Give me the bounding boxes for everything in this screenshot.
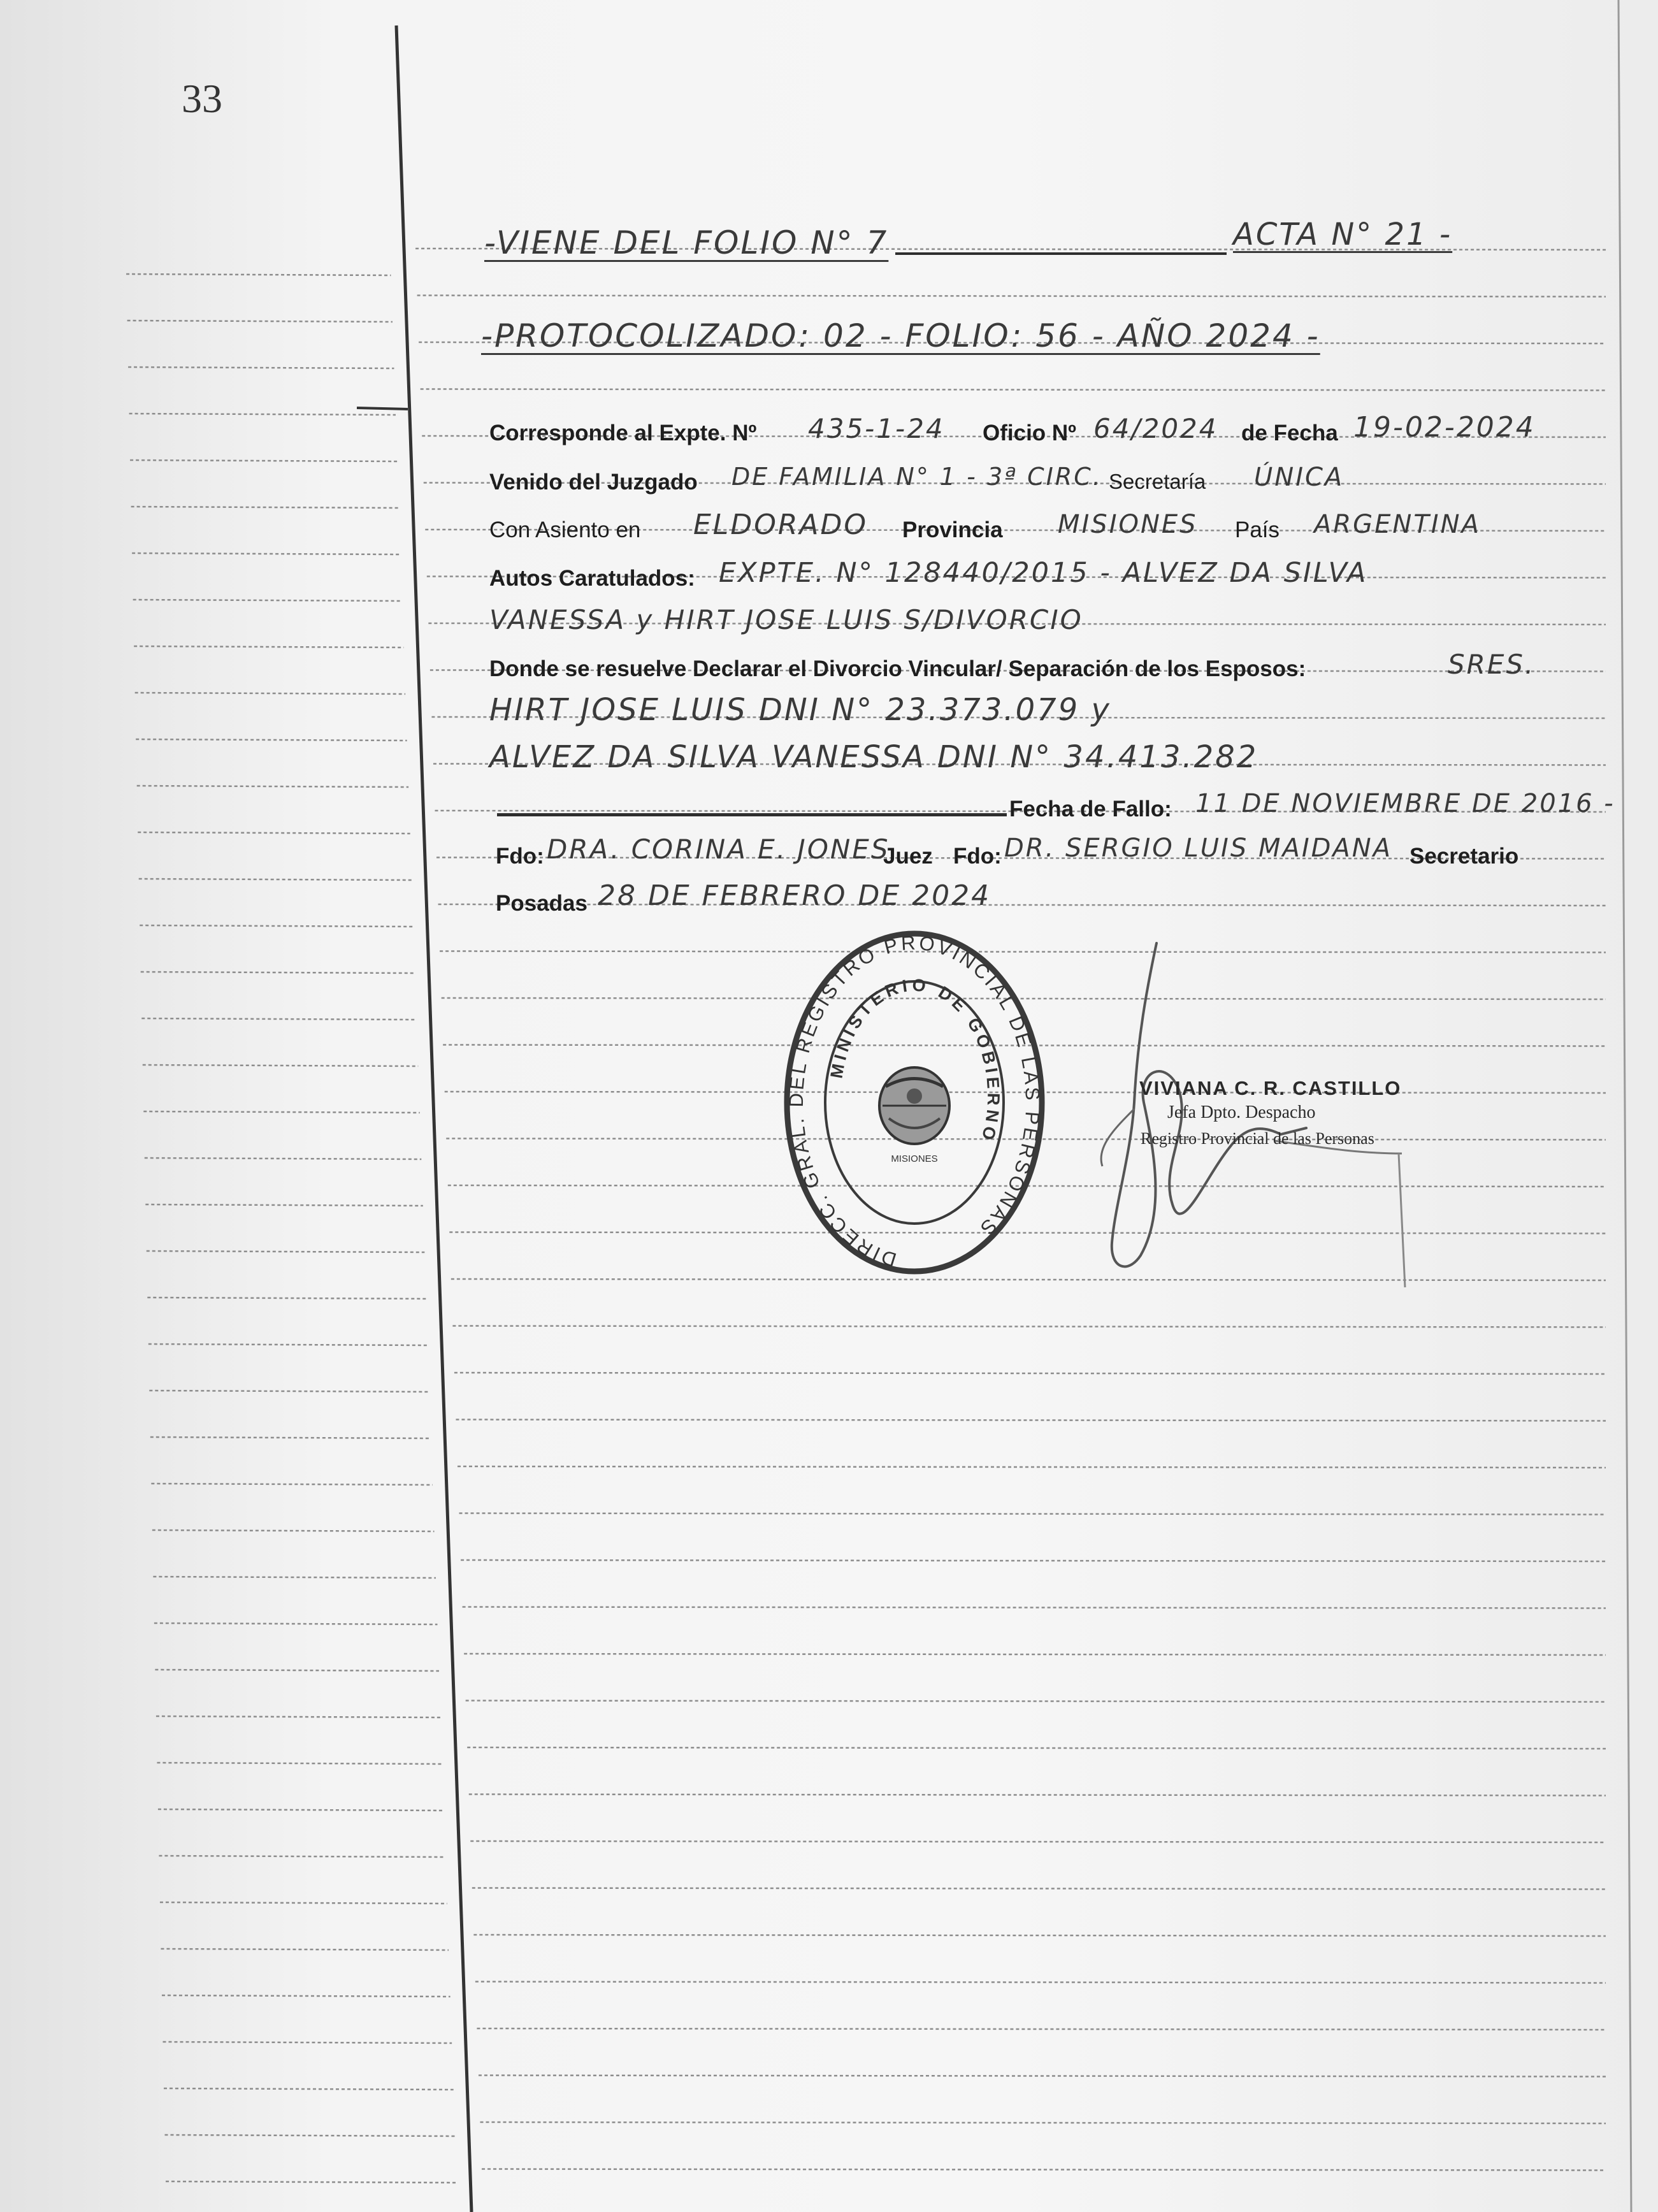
margin-ruled-line xyxy=(138,832,410,834)
margin-ruled-line xyxy=(151,1484,433,1485)
signer-office: Registro Provincial de las Personas xyxy=(1141,1129,1374,1148)
margin-ruled-line xyxy=(143,1111,420,1113)
fallo-value: 11 DE NOVIEMBRE DE 2016 - xyxy=(1195,789,1615,818)
secretaria-value: ÚNICA xyxy=(1254,463,1344,492)
viene-del-folio: -VIENE DEL FOLIO N° 7 xyxy=(484,224,889,261)
main-ruled-line xyxy=(463,1607,1606,1608)
divorcio-label: Donde se resuelve Declarar el Divorcio Vincular/ Separación de los Esposos: xyxy=(489,656,1306,681)
margin-ruled-line xyxy=(127,321,393,322)
divorcio-value-2: ALVEZ DA SILVA VANESSA DNI N° 34.413.282 xyxy=(489,739,1258,775)
provincial-emblem-icon xyxy=(879,1067,949,1144)
main-ruled-line xyxy=(477,2028,1606,2030)
protocolizado-line: -PROTOCOLIZADO: 02 - FOLIO: 56 - AÑO 2024 - xyxy=(481,317,1320,354)
autos-value-2: VANESSA y HIRT JOSE LUIS S/DIVORCIO xyxy=(489,604,1083,635)
expte-label: Corresponde al Expte. Nº xyxy=(489,421,757,445)
secretario-value: DR. SERGIO LUIS MAIDANA xyxy=(1004,834,1393,863)
margin-ruled-line xyxy=(155,1670,439,1671)
juez-label: Juez xyxy=(883,844,933,869)
margin-ruled-line xyxy=(149,1391,429,1392)
margin-ruled-line xyxy=(154,1623,438,1624)
margin-ruled-line xyxy=(153,1577,436,1578)
margin-ruled-line xyxy=(128,367,394,368)
main-ruled-line xyxy=(467,1747,1606,1749)
seal-inner-text: MINISTERIO DE GOBIERNO xyxy=(826,975,1004,1146)
signer-title: Jefa Dpto. Despacho xyxy=(1167,1102,1316,1122)
secretaria-label: Secretaría xyxy=(1109,470,1206,493)
main-ruled-line xyxy=(470,1841,1606,1842)
margin-ruled-line xyxy=(131,507,399,508)
margin-ruled-line xyxy=(141,972,415,973)
oficio-label: Oficio Nº xyxy=(983,421,1076,445)
juzgado-label: Venido del Juzgado xyxy=(489,470,698,495)
juzgado-value: DE FAMILIA N° 1 - 3ª CIRC. xyxy=(732,463,1102,491)
oficio-value: 64/2024 xyxy=(1093,413,1218,444)
margin-ruled-line xyxy=(162,2042,452,2043)
main-ruled-line xyxy=(479,2076,1606,2077)
seal-outer-text: DIRECC. GRAL. DEL REGISTRO PROVINCIAL DE LAS PERSONAS xyxy=(784,931,1044,1271)
provincia-value: MISIONES xyxy=(1058,510,1198,539)
main-ruled-line xyxy=(452,1326,1606,1327)
margin-ruled-line xyxy=(162,1995,451,1997)
margin-ruled-line xyxy=(147,1251,425,1252)
divorcio-value-0: SRES. xyxy=(1448,649,1536,680)
margin-ruled-line xyxy=(159,1856,445,1857)
secretario-label: Secretario xyxy=(1409,844,1519,869)
fecha-value: 19-02-2024 xyxy=(1353,411,1536,444)
fallo-rule xyxy=(497,813,1007,816)
main-ruled-line xyxy=(464,1654,1606,1655)
fecha-label: de Fecha xyxy=(1241,421,1338,445)
margin-ruled-line xyxy=(137,786,408,787)
heading-rule xyxy=(895,252,1227,255)
main-ruled-line xyxy=(417,296,1606,297)
margin-ruled-line xyxy=(130,460,397,461)
main-ruled-line xyxy=(482,2169,1606,2171)
margin-ruled-line xyxy=(164,2088,454,2090)
official-seal xyxy=(781,927,1048,1278)
main-ruled-line xyxy=(473,1935,1606,1936)
main-ruled-line xyxy=(475,1982,1606,1983)
margin-ruled-line xyxy=(150,1437,431,1438)
margin-ruled-line xyxy=(126,274,391,275)
main-ruled-line xyxy=(466,1701,1606,1702)
main-ruled-line xyxy=(458,1466,1606,1468)
margin-ruled-line xyxy=(152,1530,435,1531)
seal-emblem-caption: MISIONES xyxy=(891,1153,938,1164)
margin-ruled-line xyxy=(134,646,403,647)
acta-number: ACTA N° 21 - xyxy=(1233,217,1453,252)
margin-ruled-line xyxy=(129,414,396,415)
pais-value: ARGENTINA xyxy=(1314,510,1481,539)
margin-ruled-line xyxy=(132,553,400,554)
main-ruled-line xyxy=(454,1373,1606,1374)
main-ruled-line xyxy=(451,1279,1606,1280)
asiento-value: ELDORADO xyxy=(693,509,869,541)
main-ruled-line xyxy=(472,1888,1606,1890)
main-ruled-line xyxy=(480,2122,1606,2123)
fdo-sec-label: Fdo: xyxy=(953,844,1002,869)
expte-value: 435-1-24 xyxy=(808,413,945,444)
main-ruled-line xyxy=(461,1560,1606,1561)
margin-ruled-line xyxy=(143,1065,419,1066)
margin-ruled-line xyxy=(166,2181,457,2183)
margin-ruled-line xyxy=(139,879,412,880)
margin-ruled-line xyxy=(158,1809,444,1811)
margin-ruled-line xyxy=(156,1716,441,1717)
fdo-juez-label: Fdo: xyxy=(496,844,544,869)
margin-ruled-line xyxy=(135,693,405,694)
margin-ruled-line xyxy=(145,1204,423,1206)
posadas-label: Posadas xyxy=(496,891,588,916)
margin-ruled-line xyxy=(133,600,402,601)
margin-ruled-line xyxy=(147,1298,426,1299)
pais-label: País xyxy=(1235,517,1280,542)
main-ruled-line xyxy=(456,1420,1606,1421)
provincia-label: Provincia xyxy=(902,517,1003,542)
fallo-label: Fecha de Fallo: xyxy=(1009,797,1172,821)
main-ruled-line xyxy=(421,389,1606,391)
margin-ruled-line xyxy=(157,1763,442,1764)
main-ruled-line xyxy=(459,1514,1606,1515)
margin-ruled-line xyxy=(145,1158,422,1159)
margin-ruled-line xyxy=(148,1344,428,1345)
margin-ruled-line xyxy=(165,2135,456,2136)
margin-ruled-line xyxy=(141,1018,417,1020)
main-ruled-line xyxy=(469,1795,1606,1796)
autos-label: Autos Caratulados: xyxy=(489,566,695,591)
margin-ruled-line xyxy=(160,1902,447,1904)
margin-ruled-line xyxy=(140,925,413,927)
margin-ruled-line xyxy=(161,1949,449,1950)
margin-ruled-line xyxy=(136,739,407,741)
page-number: 33 xyxy=(182,76,222,121)
juez-value: DRA. CORINA E. JONES xyxy=(547,834,890,865)
posadas-value: 28 DE FEBRERO DE 2024 xyxy=(598,879,991,912)
autos-value-1: EXPTE. N° 128440/2015 - ALVEZ DA SILVA xyxy=(719,557,1368,589)
divorcio-value-1: HIRT JOSE LUIS DNI N° 23.373.079 y xyxy=(489,692,1111,728)
asiento-label: Con Asiento en xyxy=(489,517,641,542)
signer-name: VIVIANA C. R. CASTILLO xyxy=(1139,1077,1402,1099)
